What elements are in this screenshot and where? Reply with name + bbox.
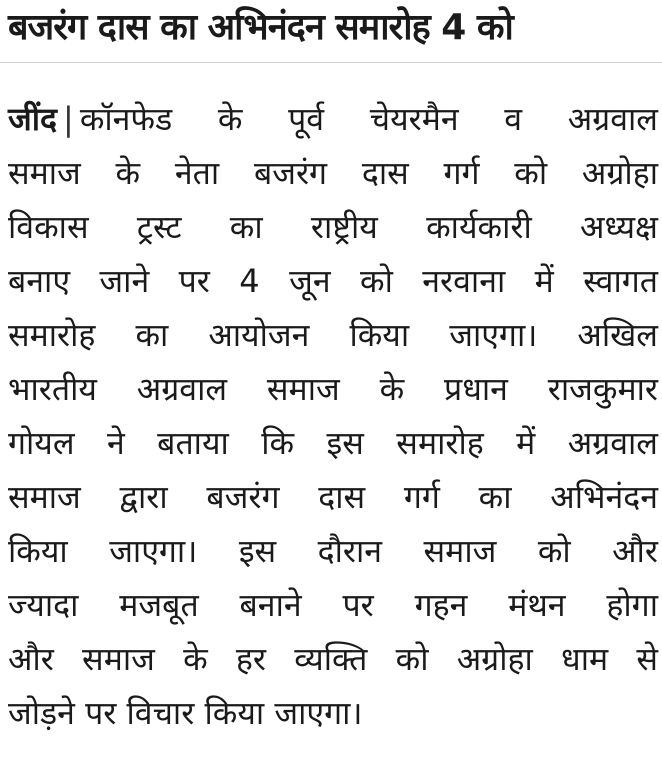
article-line-12: जोड़ने पर विचार किया जाएगा।: [8, 694, 363, 732]
article-line-10: ज्यादा मजबूत बनाने पर गहन मंथन होगा: [8, 586, 658, 624]
article-line-4: बनाए जाने पर 4 जून को नरवाना में स्वागत: [8, 262, 658, 300]
article-line-2: समाज के नेता बजरंग दास गर्ग को अग्रोहा: [8, 154, 658, 192]
article-line-7: गोयल ने बताया कि इस समारोह में अग्रवाल: [8, 424, 658, 462]
article-line-1: [8, 92, 658, 146]
article-line-5: समारोह का आयोजन किया जाएगा। अखिल: [8, 316, 658, 354]
article-line-3: विकास ट्रस्ट का राष्ट्रीय कार्यकारी अध्यक्ष: [8, 208, 658, 246]
headline-divider: [0, 62, 662, 63]
dateline: जींद: [8, 100, 58, 138]
article-body: [8, 92, 658, 740]
article-line-6: भारतीय अग्रवाल समाज के प्रधान राजकुमार: [8, 370, 658, 408]
article-line-1-text: कॉनफेड के पूर्व चेयरमैन व अग्रवाल: [79, 100, 658, 138]
article-line-8: समाज द्वारा बजरंग दास गर्ग का अभिनंदन: [8, 478, 658, 516]
article-line-9: किया जाएगा। इस दौरान समाज को और: [8, 532, 658, 570]
article-line-11: और समाज के हर व्यक्ति को अग्रोहा धाम से: [8, 640, 658, 678]
article-headline: बजरंग दास का अभिनंदन समारोह 4 को: [8, 7, 513, 48]
dateline-separator: |: [63, 100, 74, 138]
